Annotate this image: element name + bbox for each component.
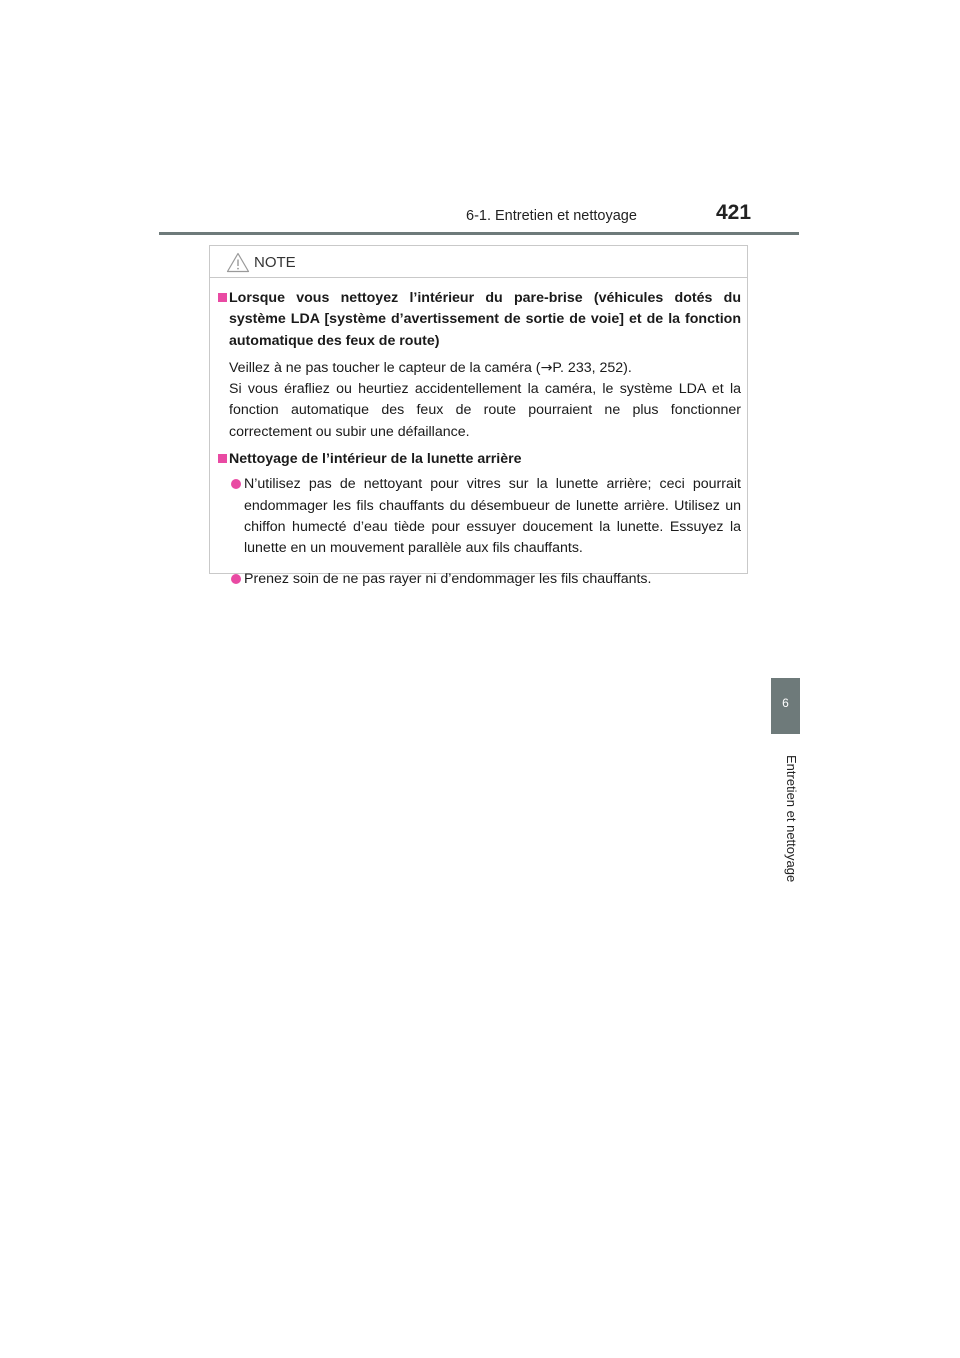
section-title: Nettoyage de l’intérieur de la lunette arrière <box>229 451 522 468</box>
list-item: N’utilisez pas de nettoyant pour vitres sur la lunette arrière; ceci pourrait endommager les fils chauffants du désembueur de lunette arrière. Utilisez un chiffon humecté d’eau tiède pour essuyer doucement la lunette. Essuyez la lunette en un mouvement parallèle aux fils chauffants. <box>229 474 741 559</box>
note-header <box>210 246 747 278</box>
chapter-tab: 6 <box>771 678 800 734</box>
note-title: NOTE <box>254 254 296 271</box>
note-section-windshield <box>216 288 741 443</box>
note-box <box>209 245 748 587</box>
list-item: Prenez soin de ne pas rayer ni d’endommager les fils chauffants. <box>229 569 741 590</box>
section-text <box>229 358 741 443</box>
section-marker-icon <box>218 454 227 463</box>
camera-sensor-warning: Veillez à ne pas toucher le capteur de la caméra (→P. 233, 252). <box>229 359 632 376</box>
page-number: 421 <box>716 201 752 224</box>
header-rule <box>159 232 799 235</box>
note-section-rear-window <box>216 449 741 590</box>
arrow-right-icon: → <box>540 359 553 376</box>
note-body <box>210 278 747 590</box>
bullet-dot-icon <box>231 479 241 489</box>
warning-triangle-icon <box>226 252 250 273</box>
bullet-dot-icon <box>231 574 241 584</box>
camera-damage-warning: Si vous érafliez ou heurtiez accidentellement la caméra, le système LDA et la fonction automatique des feux de route pourraient ne plus fonctionner correctement ou subir une défaillance. <box>229 381 741 440</box>
chapter-tab-label: Entretien et nettoyage <box>784 755 799 883</box>
running-header-section: 6-1. Entretien et nettoyage <box>466 208 637 224</box>
section-marker-icon <box>218 293 227 302</box>
section-title: Lorsque vous nettoyez l’intérieur du pare-brise (véhicules dotés du système LDA [système d’avertissement de sortie de voie] et de la fonction automatique des feux de route) <box>229 290 741 349</box>
